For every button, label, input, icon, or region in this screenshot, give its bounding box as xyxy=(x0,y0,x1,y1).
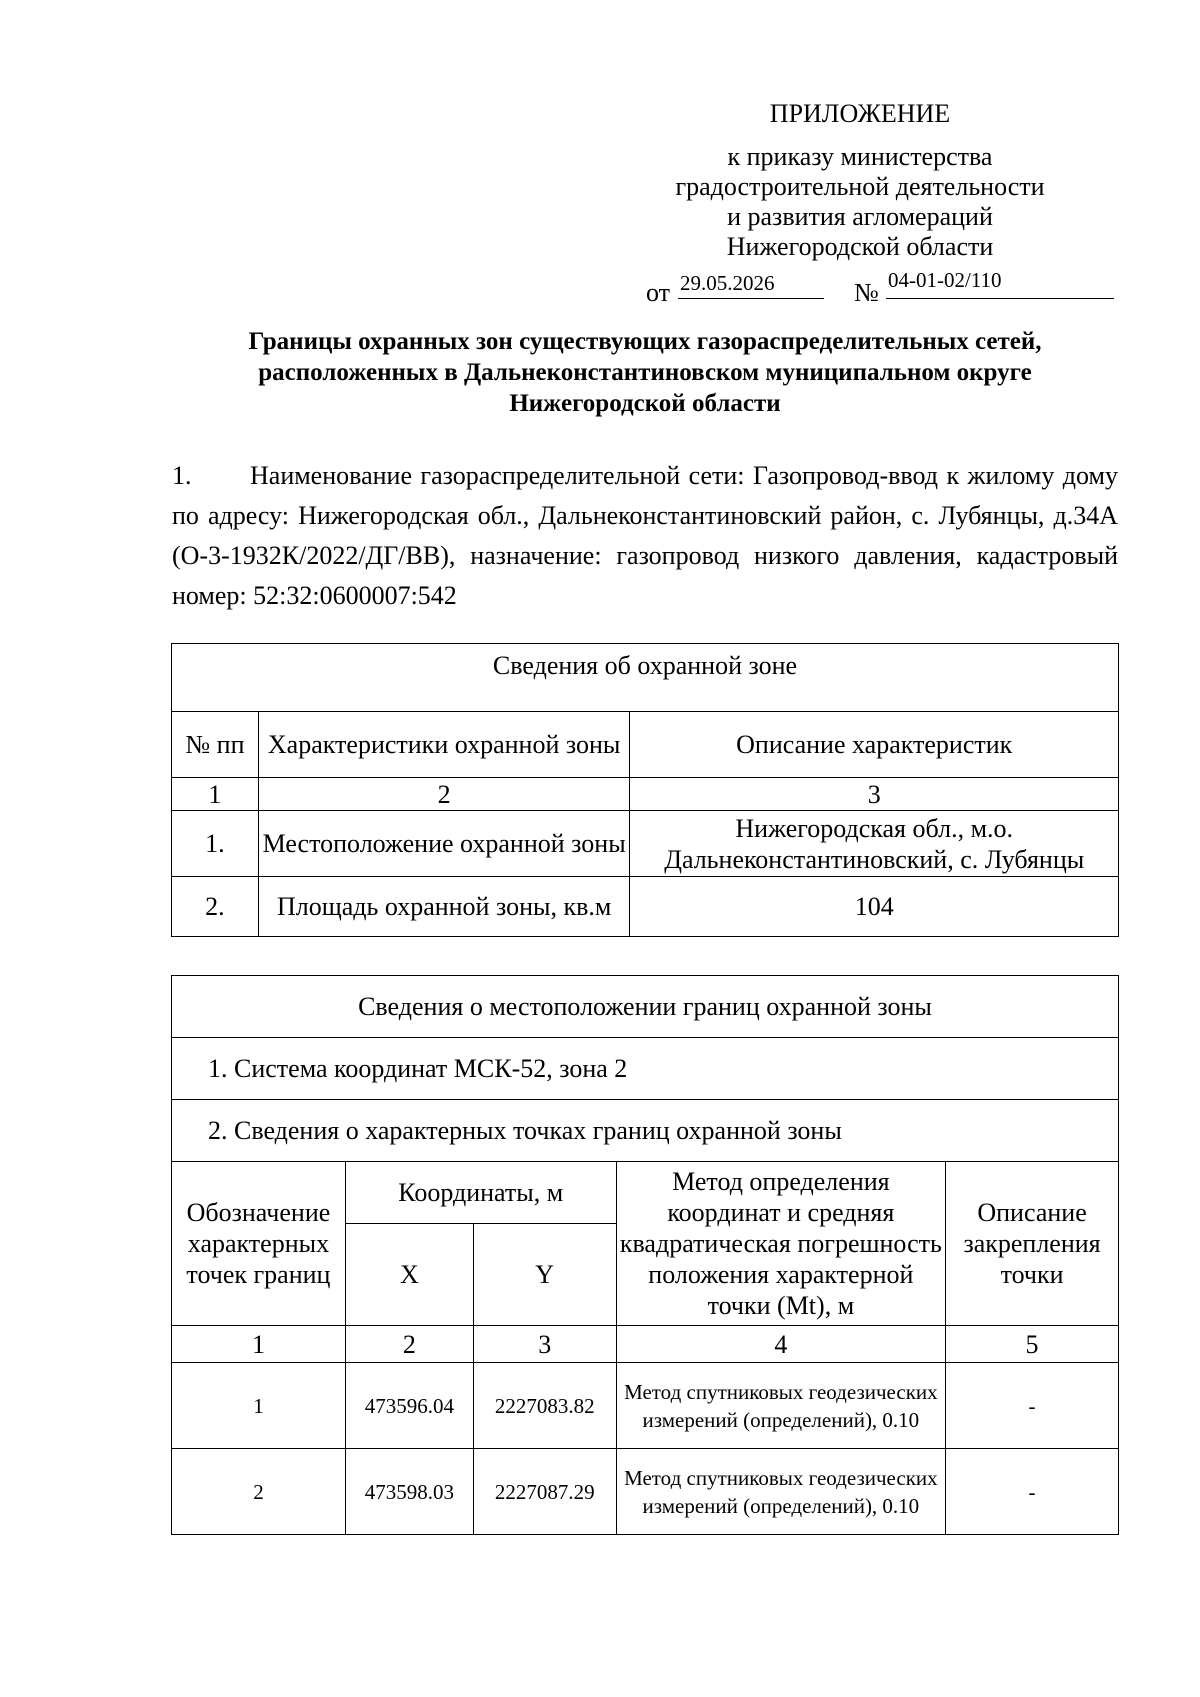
document-title xyxy=(170,326,1120,419)
header-no: № пп xyxy=(172,712,259,778)
item-paragraph xyxy=(172,456,1118,616)
row-characteristic: Местоположение охранной зоны xyxy=(258,811,630,877)
coords-table-caption: Сведения о местоположении границ охранной зоны xyxy=(172,976,1119,1038)
row-number: 2. xyxy=(172,877,259,937)
header-coordinates: Координаты, м xyxy=(345,1162,616,1224)
header-method: Метод определения координат и средняя квадратическая погрешность положения характерной точки (Mt), м xyxy=(616,1162,945,1326)
point-id: 2 xyxy=(172,1449,346,1535)
point-method: Метод спутниковых геодезических измерений (определений), 0.10 xyxy=(616,1449,945,1535)
appendix-line-4: Нижегородской области xyxy=(726,232,994,261)
point-x: 473596.04 xyxy=(345,1363,473,1449)
number-prefix: № xyxy=(854,278,879,307)
header-designation: Обозначение характерных точек границ xyxy=(172,1162,346,1326)
index-cell: 3 xyxy=(473,1326,616,1363)
appendix-line-1: к приказу министерства xyxy=(727,142,993,171)
index-cell: 1 xyxy=(172,1326,346,1363)
table-row xyxy=(172,877,1119,937)
point-fixing: - xyxy=(946,1449,1119,1535)
table-row xyxy=(172,811,1119,877)
title-line-2: расположенных в Дальнеконстантиновском муниципальном округе xyxy=(258,359,1032,386)
index-cell: 2 xyxy=(345,1326,473,1363)
header-characteristics: Характеристики охранной зоны xyxy=(258,712,630,778)
coordinates-table xyxy=(171,975,1119,1535)
table-row xyxy=(172,1363,1119,1449)
item-text: Наименование газораспределительной сети: Газопровод-ввод к жилому дому по адресу: Нижегородская обл., Дальнеконстантиновский район, с. Лубянцы, д.34А (О-3-1932К/2022/ДГ/ВВ), назначение: газопровод низкого давления, кадастровый номер: 52:32:0600007:542 xyxy=(172,461,1118,610)
row-description: Нижегородская обл., м.о. Дальнеконстантиновский, с. Лубянцы xyxy=(630,811,1119,877)
order-date-number xyxy=(640,268,1110,308)
zone-table-caption: Сведения об охранной зоне xyxy=(172,644,1119,712)
header-x: X xyxy=(345,1224,473,1326)
point-id: 1 xyxy=(172,1363,346,1449)
title-line-3: Нижегородской области xyxy=(509,390,781,417)
point-y: 2227083.82 xyxy=(473,1363,616,1449)
coordinate-system: 1. Система координат МСК-52, зона 2 xyxy=(172,1038,1119,1100)
table-row xyxy=(172,1449,1119,1535)
appendix-title: ПРИЛОЖЕНИЕ xyxy=(769,99,951,128)
index-cell: 1 xyxy=(172,778,259,811)
point-fixing: - xyxy=(946,1363,1119,1449)
zone-info-table xyxy=(171,643,1119,937)
points-caption: 2. Сведения о характерных точках границ охранной зоны xyxy=(172,1100,1119,1162)
index-cell: 4 xyxy=(616,1326,945,1363)
index-cell: 2 xyxy=(258,778,630,811)
header-fixing: Описание закрепления точки xyxy=(946,1162,1119,1326)
point-x: 473598.03 xyxy=(345,1449,473,1535)
date-prefix: от xyxy=(646,278,671,307)
order-number: 04-01-02/110 xyxy=(886,262,1114,299)
appendix-line-2: градостроительной деятельности xyxy=(675,172,1045,201)
point-y: 2227087.29 xyxy=(473,1449,616,1535)
order-date: 29.05.2026 xyxy=(678,268,824,299)
header-description: Описание характеристик xyxy=(630,712,1119,778)
index-cell: 5 xyxy=(946,1326,1119,1363)
title-line-1: Границы охранных зон существующих газораспределительных сетей, xyxy=(248,328,1042,355)
header-y: Y xyxy=(473,1224,616,1326)
index-cell: 3 xyxy=(630,778,1119,811)
row-characteristic: Площадь охранной зоны, кв.м xyxy=(258,877,630,937)
appendix-line-3: и развития агломераций xyxy=(727,202,993,231)
item-number: 1. xyxy=(172,461,192,490)
point-method: Метод спутниковых геодезических измерений (определений), 0.10 xyxy=(616,1363,945,1449)
row-number: 1. xyxy=(172,811,259,877)
row-description: 104 xyxy=(630,877,1119,937)
